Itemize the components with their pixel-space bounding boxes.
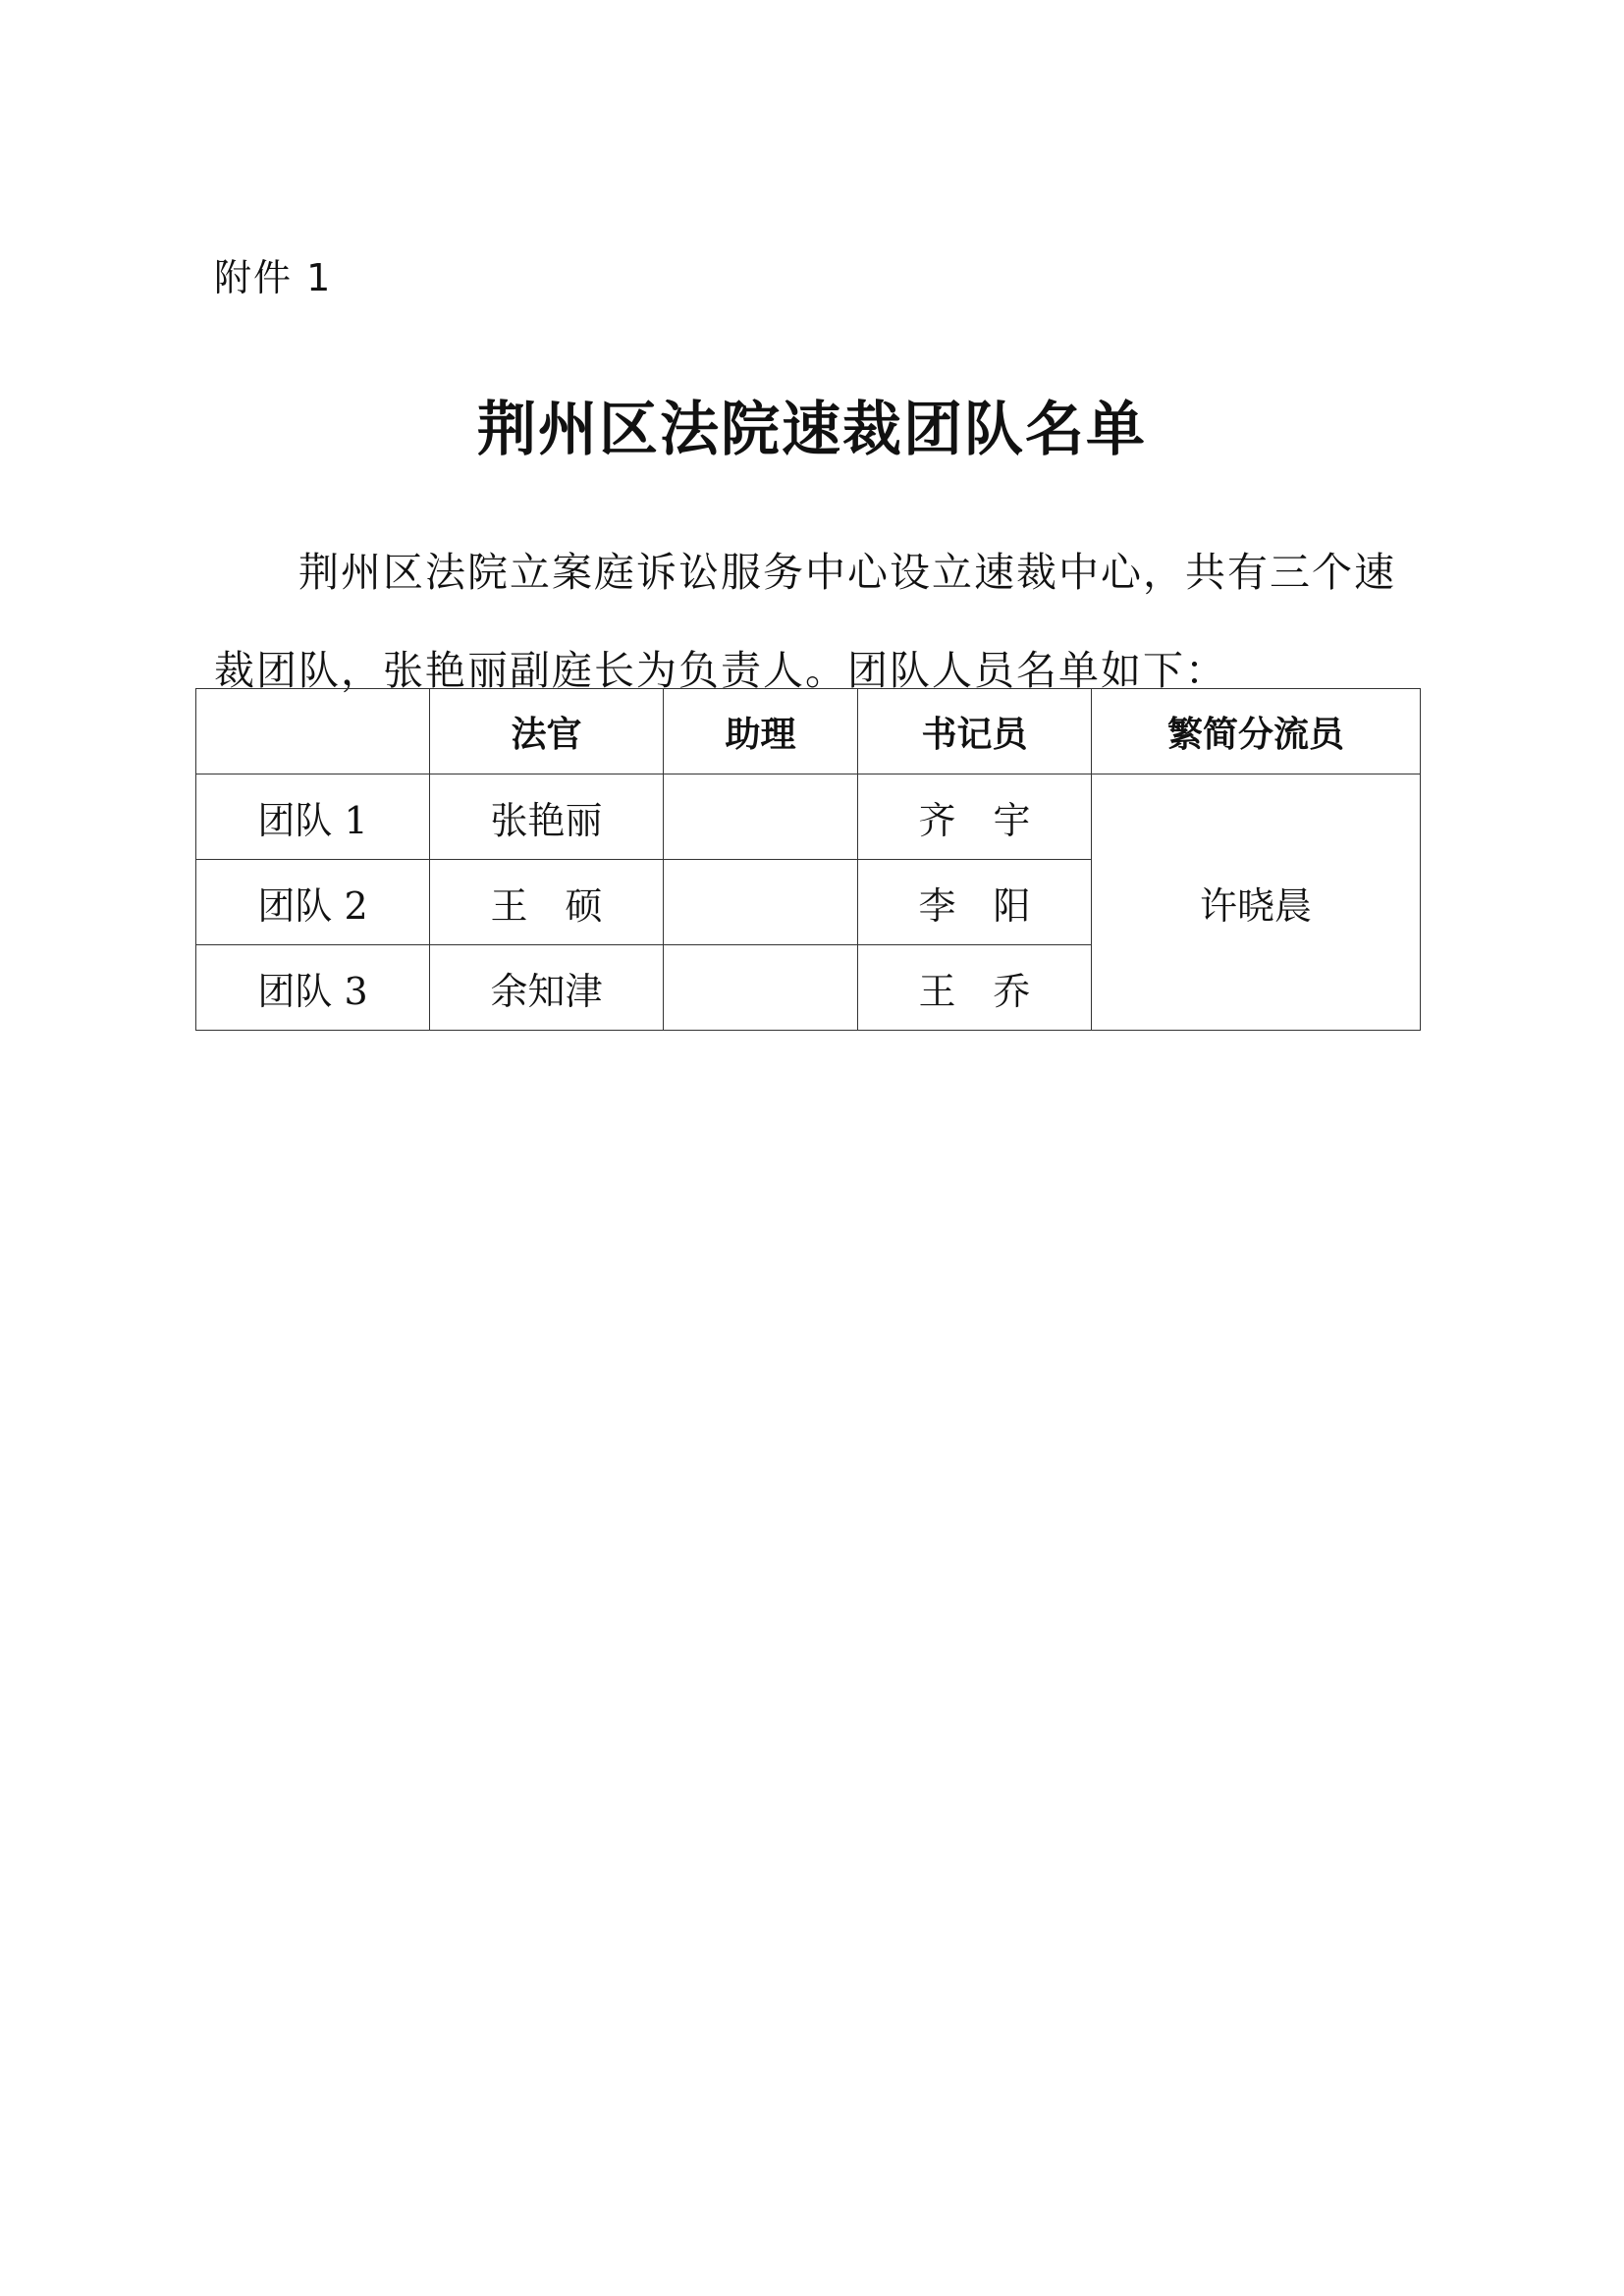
assistant-cell bbox=[664, 945, 858, 1031]
judge-cell: 王 硕 bbox=[430, 860, 664, 945]
team-roster-table bbox=[195, 688, 1421, 1031]
clerk-cell: 李 阳 bbox=[858, 860, 1092, 945]
intro-paragraph: 荆州区法院立案庭诉讼服务中心设立速裁中心，共有三个速裁团队，张艳丽副庭长为负责人。团队人员名单如下： bbox=[214, 549, 1396, 694]
team-name-cell: 团队 3 bbox=[196, 945, 430, 1031]
assistant-cell bbox=[664, 774, 858, 860]
team-name-cell: 团队 1 bbox=[196, 774, 430, 860]
attachment-label: 附件 1 bbox=[214, 256, 333, 299]
table-row bbox=[196, 774, 1421, 860]
header-team bbox=[196, 689, 430, 774]
assistant-cell bbox=[664, 860, 858, 945]
header-diverter: 繁简分流员 bbox=[1092, 689, 1421, 774]
clerk-cell: 王 乔 bbox=[858, 945, 1092, 1031]
team-name-cell: 团队 2 bbox=[196, 860, 430, 945]
judge-cell: 张艳丽 bbox=[430, 774, 664, 860]
header-assistant: 助理 bbox=[664, 689, 858, 774]
clerk-cell: 齐 宇 bbox=[858, 774, 1092, 860]
table-header-row bbox=[196, 689, 1421, 774]
diverter-cell: 许晓晨 bbox=[1092, 774, 1421, 1031]
document-title: 荆州区法院速裁团队名单 bbox=[477, 396, 1147, 464]
header-clerk: 书记员 bbox=[858, 689, 1092, 774]
header-judge: 法官 bbox=[430, 689, 664, 774]
judge-cell: 余知津 bbox=[430, 945, 664, 1031]
